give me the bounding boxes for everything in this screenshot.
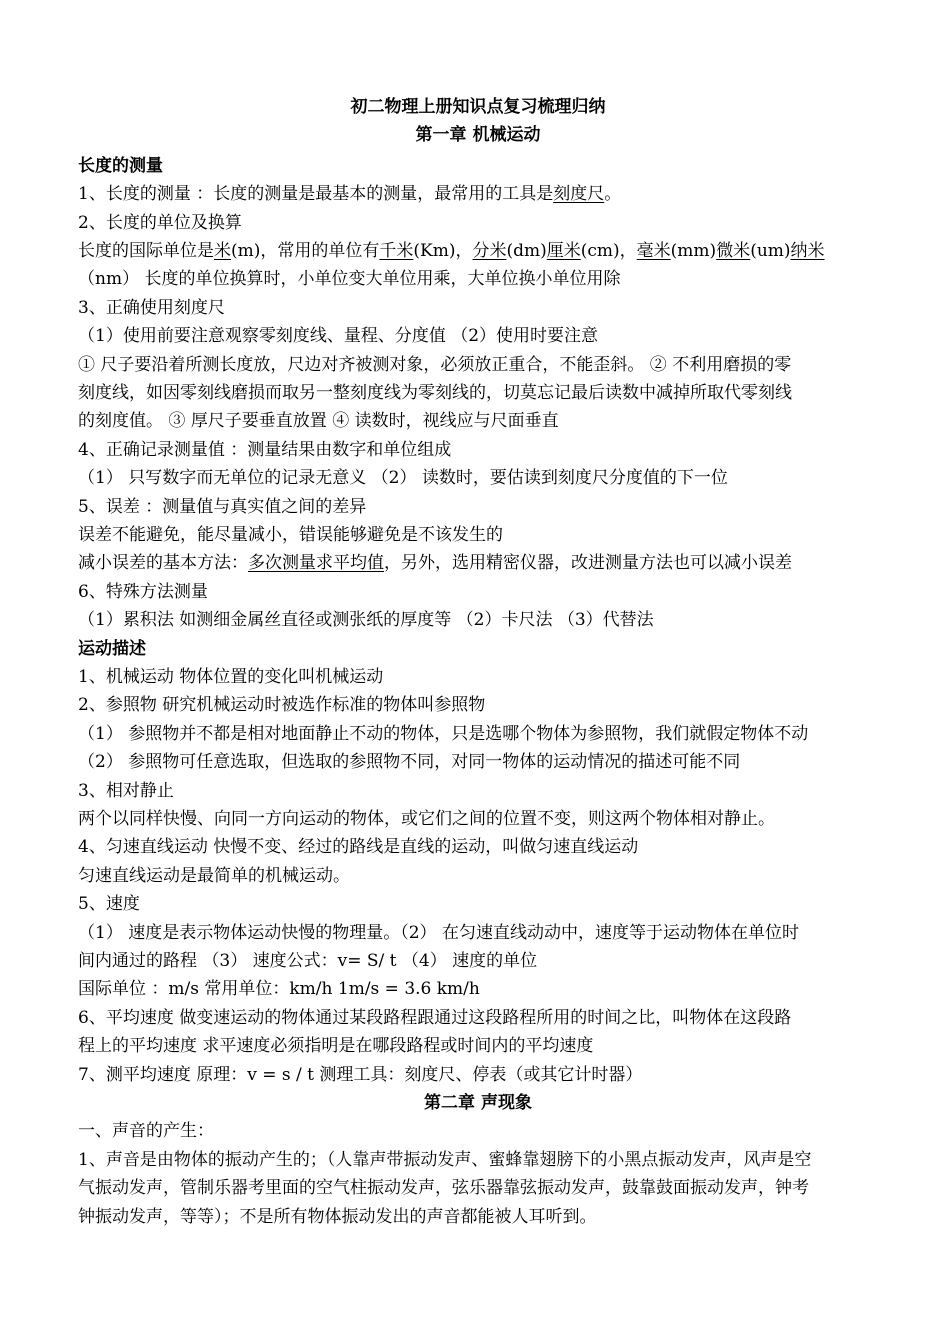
section-length-heading: 长度的测量 — [78, 156, 163, 176]
text-line: 的刻度值。 ③ 厚尺子要垂直放置 ④ 读数时，视线应与尺面垂直 — [78, 411, 559, 431]
underlined-term: 刻度尺 — [553, 184, 605, 204]
chapter-1-heading: 第一章 机械运动 — [415, 125, 541, 145]
text-line: （2） 参照物可任意选取，但选取的参照物不同，对同一物体的运动情况的描述可能不同 — [78, 752, 741, 772]
text-line: 气振动发声，管制乐器考里面的空气柱振动发声，弦乐器靠弦振动发声，鼓靠鼓面振动发声，钟考 — [78, 1178, 809, 1198]
text-line: 6、特殊方法测量 — [78, 582, 208, 602]
text-line: （nm） 长度的单位换算时，小单位变大单位用乘，大单位换小单位用除 — [78, 269, 621, 289]
text-line: 1、机械运动 物体位置的变化叫机械运动 — [78, 667, 384, 687]
section-motion-heading: 运动描述 — [78, 639, 146, 659]
chapter-2-heading: 第二章 声现象 — [424, 1093, 532, 1113]
text-line: 4、正确记录测量值 ：测量结果由数字和单位组成 — [78, 440, 452, 460]
text-line: 匀速直线运动是最简单的机械运动。 — [78, 866, 350, 886]
text-line: 钟振动发声，等等）；不是所有物体振动发出的声音都能被人耳听到。 — [78, 1207, 597, 1227]
text-line: 3、正确使用刻度尺 — [78, 298, 225, 318]
text-line: 间内通过的路程 （3） 速度公式：v= S/ t （4） 速度的单位 — [78, 951, 538, 971]
text-line: 5、误差 ：测量值与真实值之间的差异 — [78, 497, 367, 517]
text-line: 4、匀速直线运动 快慢不变、经过的路线是直线的运动，叫做匀速直线运动 — [78, 837, 639, 857]
text-line: 国际单位 ：m/s 常用单位：km/h 1m/s = 3.6 km/h — [78, 979, 480, 999]
text-line: 程上的平均速度 求平速度必须指明是在哪段路程或时间内的平均速度 — [78, 1036, 594, 1056]
text-line: （1）累积法 如测细金属丝直径或测张纸的厚度等 （2）卡尺法 （3）代替法 — [78, 610, 654, 630]
underlined-term: 多次测量求平均值 — [248, 553, 384, 573]
document-title: 初二物理上册知识点复习梳理归纳 — [350, 97, 606, 117]
text-line: 减小误差的基本方法：多次测量求平均值，另外，选用精密仪器，改进测量方法也可以减小误差 — [78, 553, 792, 573]
text-line: （1） 只写数字而无单位的记录无意义 （2） 读数时，要估读到刻度尺分度值的下一位 — [78, 468, 728, 488]
text-line: 误差不能避免，能尽量减小，错误能够避免是不该发生的 — [78, 525, 503, 545]
text-line: 3、相对静止 — [78, 781, 174, 801]
text-line: 两个以同样快慢、向同一方向运动的物体，或它们之间的位置不变，则这两个物体相对静止。 — [78, 809, 775, 829]
text-line: （1） 速度是表示物体运动快慢的物理量。（2） 在匀速直线动动中，速度等于运动物体在单位时 — [78, 923, 799, 943]
text-line: ① 尺子要沿着所测长度放，尺边对齐被测对象，必须放正重合，不能歪斜。 ② 不利用磨损的零 — [78, 355, 792, 375]
text-line: （1）使用前要注意观察零刻度线、量程、分度值 （2）使用时要注意 — [78, 326, 599, 346]
text-line: 长度的国际单位是米(m)，常用的单位有千米(Km)，分米(dm)厘米(cm)，毫米(mm)微米(um)纳米 — [78, 241, 825, 261]
text-line: 刻度线，如因零刻线磨损而取另一整刻度线为零刻线的，切莫忘记最后读数中减掉所取代零刻线 — [78, 383, 792, 403]
text-line: 2、参照物 研究机械运动时被选作标准的物体叫参照物 — [78, 695, 486, 715]
text-line: 7、测平均速度 原理：v = s / t 测理工具：刻度尺、停表（或其它计时器） — [78, 1065, 643, 1085]
text-line: 5、速度 — [78, 894, 140, 914]
text-line: 2、长度的单位及换算 — [78, 213, 242, 233]
text-line: 1、长度的测量 ：长度的测量是最基本的测量，最常用的工具是刻度尺。 — [78, 184, 622, 204]
text-line: 6、平均速度 做变速运动的物体通过某段路程跟通过这段路程所用的时间之比，叫物体在这段路 — [78, 1008, 792, 1028]
text-line: 1、声音是由物体的振动产生的；（人靠声带振动发声、蜜蜂靠翅膀下的小黑点振动发声，风声是空 — [78, 1150, 812, 1170]
text-line: （1） 参照物并不都是相对地面静止不动的物体，只是选哪个物体为参照物，我们就假定物体不动 — [78, 724, 809, 744]
text-line: 一、声音的产生： — [78, 1121, 214, 1141]
